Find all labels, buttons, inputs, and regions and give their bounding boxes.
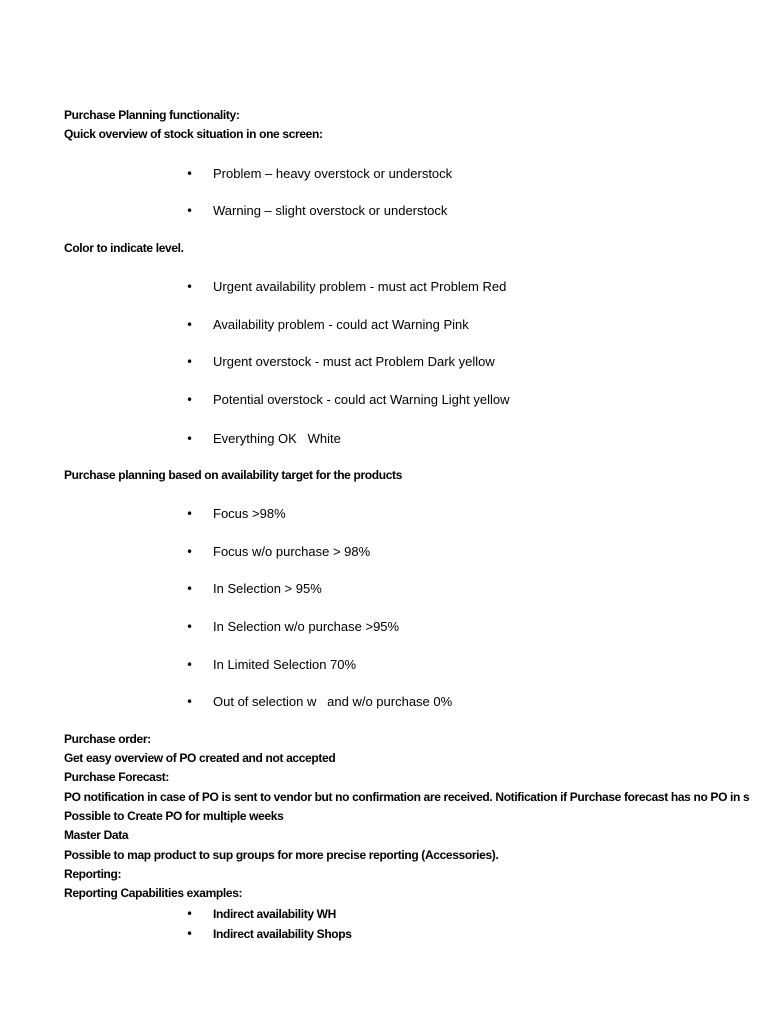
bullet-icon: • — [186, 432, 194, 446]
purchase-forecast-text: PO notification in case of PO is sent to vendor but no confirmation are received. Notification if Purchase forecast has no PO in s — [64, 790, 750, 804]
list-item — [0, 391, 768, 409]
list-item-text: Indirect availability Shops — [213, 927, 352, 941]
list-item — [0, 202, 768, 220]
list-item — [0, 316, 768, 334]
list-item — [0, 906, 768, 924]
list-item — [0, 430, 768, 448]
purchase-order-heading: Purchase order: — [64, 732, 151, 746]
list-item-text: Problem – heavy overstock or understock — [213, 166, 453, 181]
list-item — [0, 505, 768, 523]
color-heading: Color to indicate level. — [64, 241, 184, 255]
bullet-icon: • — [186, 167, 194, 181]
list-item — [0, 618, 768, 636]
bullet-icon: • — [186, 204, 194, 218]
list-item — [0, 580, 768, 598]
bullet-icon: • — [186, 907, 194, 921]
list-item-text: Urgent availability problem - must act Problem Red — [213, 279, 507, 294]
bullet-icon: • — [186, 393, 194, 407]
list-item-text: Indirect availability WH — [213, 907, 336, 921]
create-po-text: Possible to Create PO for multiple weeks — [64, 809, 284, 823]
purchase-forecast-heading: Purchase Forecast: — [64, 770, 170, 784]
list-item-text: In Selection w/o purchase >95% — [213, 619, 400, 634]
list-item-text: Everything OK White — [213, 431, 341, 446]
bullet-icon: • — [186, 318, 194, 332]
bullet-icon: • — [186, 658, 194, 672]
list-item — [0, 278, 768, 296]
master-data-heading: Master Data — [64, 828, 129, 842]
target-heading: Purchase planning based on availability target for the products — [64, 468, 403, 482]
list-item — [0, 926, 768, 944]
quick-overview-text: Quick overview of stock situation in one screen: — [64, 127, 323, 141]
list-item-text: Potential overstock - could act Warning Light yellow — [213, 392, 510, 407]
list-item — [0, 543, 768, 561]
purchase-order-text: Get easy overview of PO created and not accepted — [64, 751, 336, 765]
bullet-icon: • — [186, 507, 194, 521]
list-item-text: Focus w/o purchase > 98% — [213, 544, 371, 559]
list-item — [0, 165, 768, 183]
bullet-icon: • — [186, 620, 194, 634]
list-item — [0, 353, 768, 371]
reporting-examples-text: Reporting Capabilities examples: — [64, 886, 243, 900]
list-item-text: Availability problem - could act Warning Pink — [213, 317, 469, 332]
list-item-text: In Selection > 95% — [213, 581, 322, 596]
bullet-icon: • — [186, 582, 194, 596]
list-item-text: Warning – slight overstock or understock — [213, 203, 448, 218]
list-item-text: Out of selection w and w/o purchase 0% — [213, 694, 453, 709]
bullet-icon: • — [186, 355, 194, 369]
list-item-text: Urgent overstock - must act Problem Dark yellow — [213, 354, 495, 369]
master-data-text: Possible to map product to sup groups for more precise reporting (Accessories). — [64, 848, 499, 862]
list-item — [0, 656, 768, 674]
list-item-text: Focus >98% — [213, 506, 286, 521]
bullet-icon: • — [186, 927, 194, 941]
list-item-text: In Limited Selection 70% — [213, 657, 357, 672]
section-heading-purchase-planning: Purchase Planning functionality: — [64, 108, 240, 122]
list-item — [0, 693, 768, 711]
bullet-icon: • — [186, 280, 194, 294]
reporting-heading: Reporting: — [64, 867, 122, 881]
bullet-icon: • — [186, 545, 194, 559]
bullet-icon: • — [186, 695, 194, 709]
